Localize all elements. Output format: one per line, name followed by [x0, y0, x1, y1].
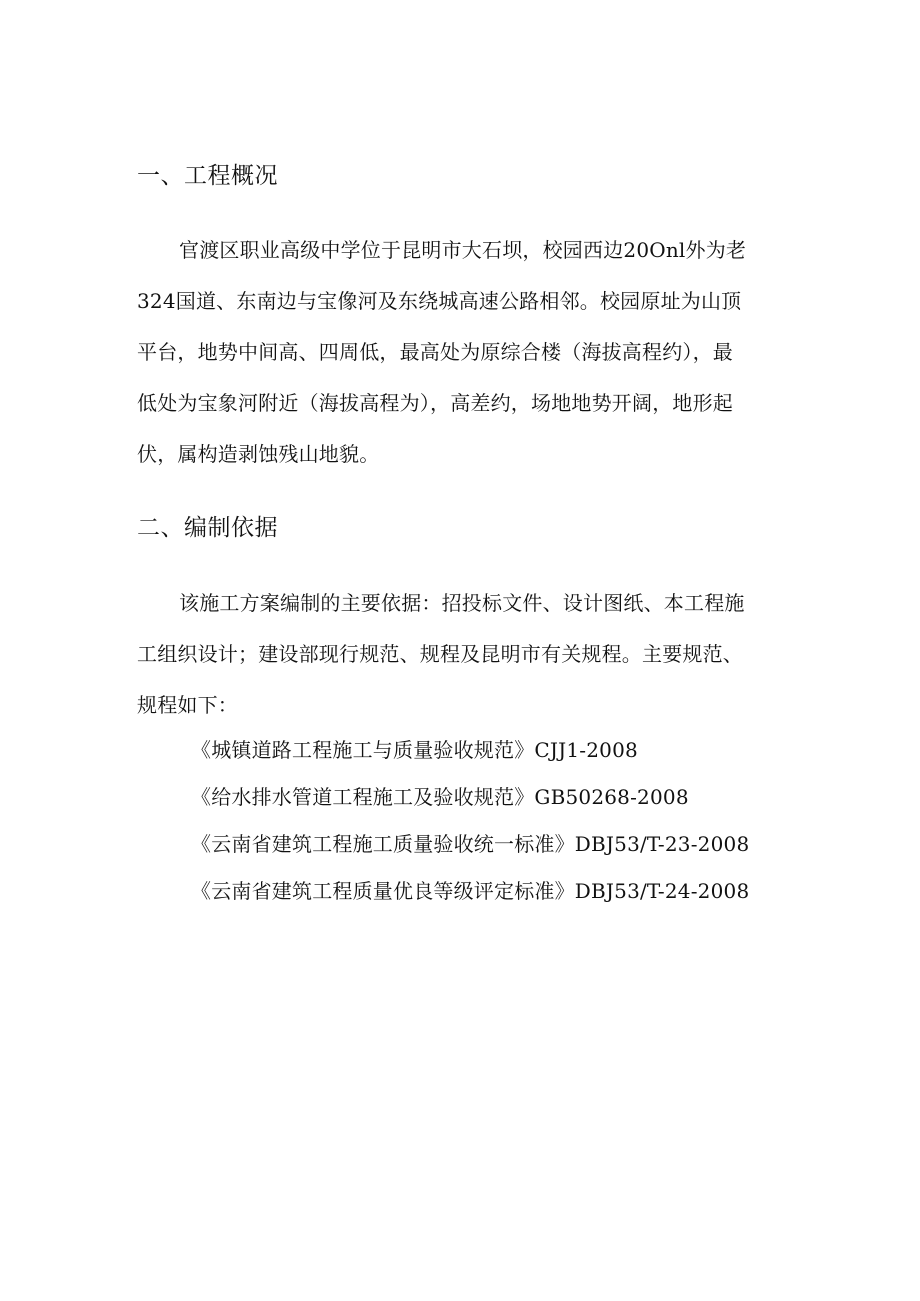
reference-item: 《云南省建筑工程施工质量验收统一标准》DBJ53/T-23-2008 — [191, 832, 750, 856]
reference-standards-list — [191, 727, 749, 915]
compilation-basis-paragraph — [137, 578, 787, 731]
paragraph-line: 该施工方案编制的主要依据：招投标文件、设计图纸、本工程施 — [179, 591, 745, 615]
paragraph-line: 324国道、东南边与宝像河及东绕城高速公路相邻。校园原址为山顶 — [137, 289, 742, 313]
paragraph-line: 官渡区职业高级中学位于昆明市大石坝，校园西边20Onl外为老 — [179, 238, 747, 262]
paragraph-line: 规程如下： — [137, 693, 238, 717]
project-overview-paragraph — [137, 225, 787, 480]
reference-item: 《城镇道路工程施工与质量验收规范》CJJ1-2008 — [191, 738, 638, 762]
section-heading-compilation-basis: 二、编制依据 — [137, 515, 278, 541]
reference-item: 《给水排水管道工程施工及验收规范》GB50268-2008 — [191, 785, 689, 809]
reference-item: 《云南省建筑工程质量优良等级评定标准》DBJ53/T-24-2008 — [191, 879, 750, 903]
paragraph-line: 伏，属构造剥蚀残山地貌。 — [137, 442, 380, 466]
paragraph-line: 低处为宝象河附近（海拔高程为），高差约，场地地势开阔，地形起 — [137, 391, 733, 415]
paragraph-line: 工组织设计；建设部现行规范、规程及昆明市有关规程。主要规范、 — [137, 642, 743, 666]
paragraph-line: 平台，地势中间高、四周低，最高处为原综合楼（海拔高程约），最 — [137, 340, 733, 364]
section-heading-project-overview: 一、工程概况 — [137, 163, 278, 189]
